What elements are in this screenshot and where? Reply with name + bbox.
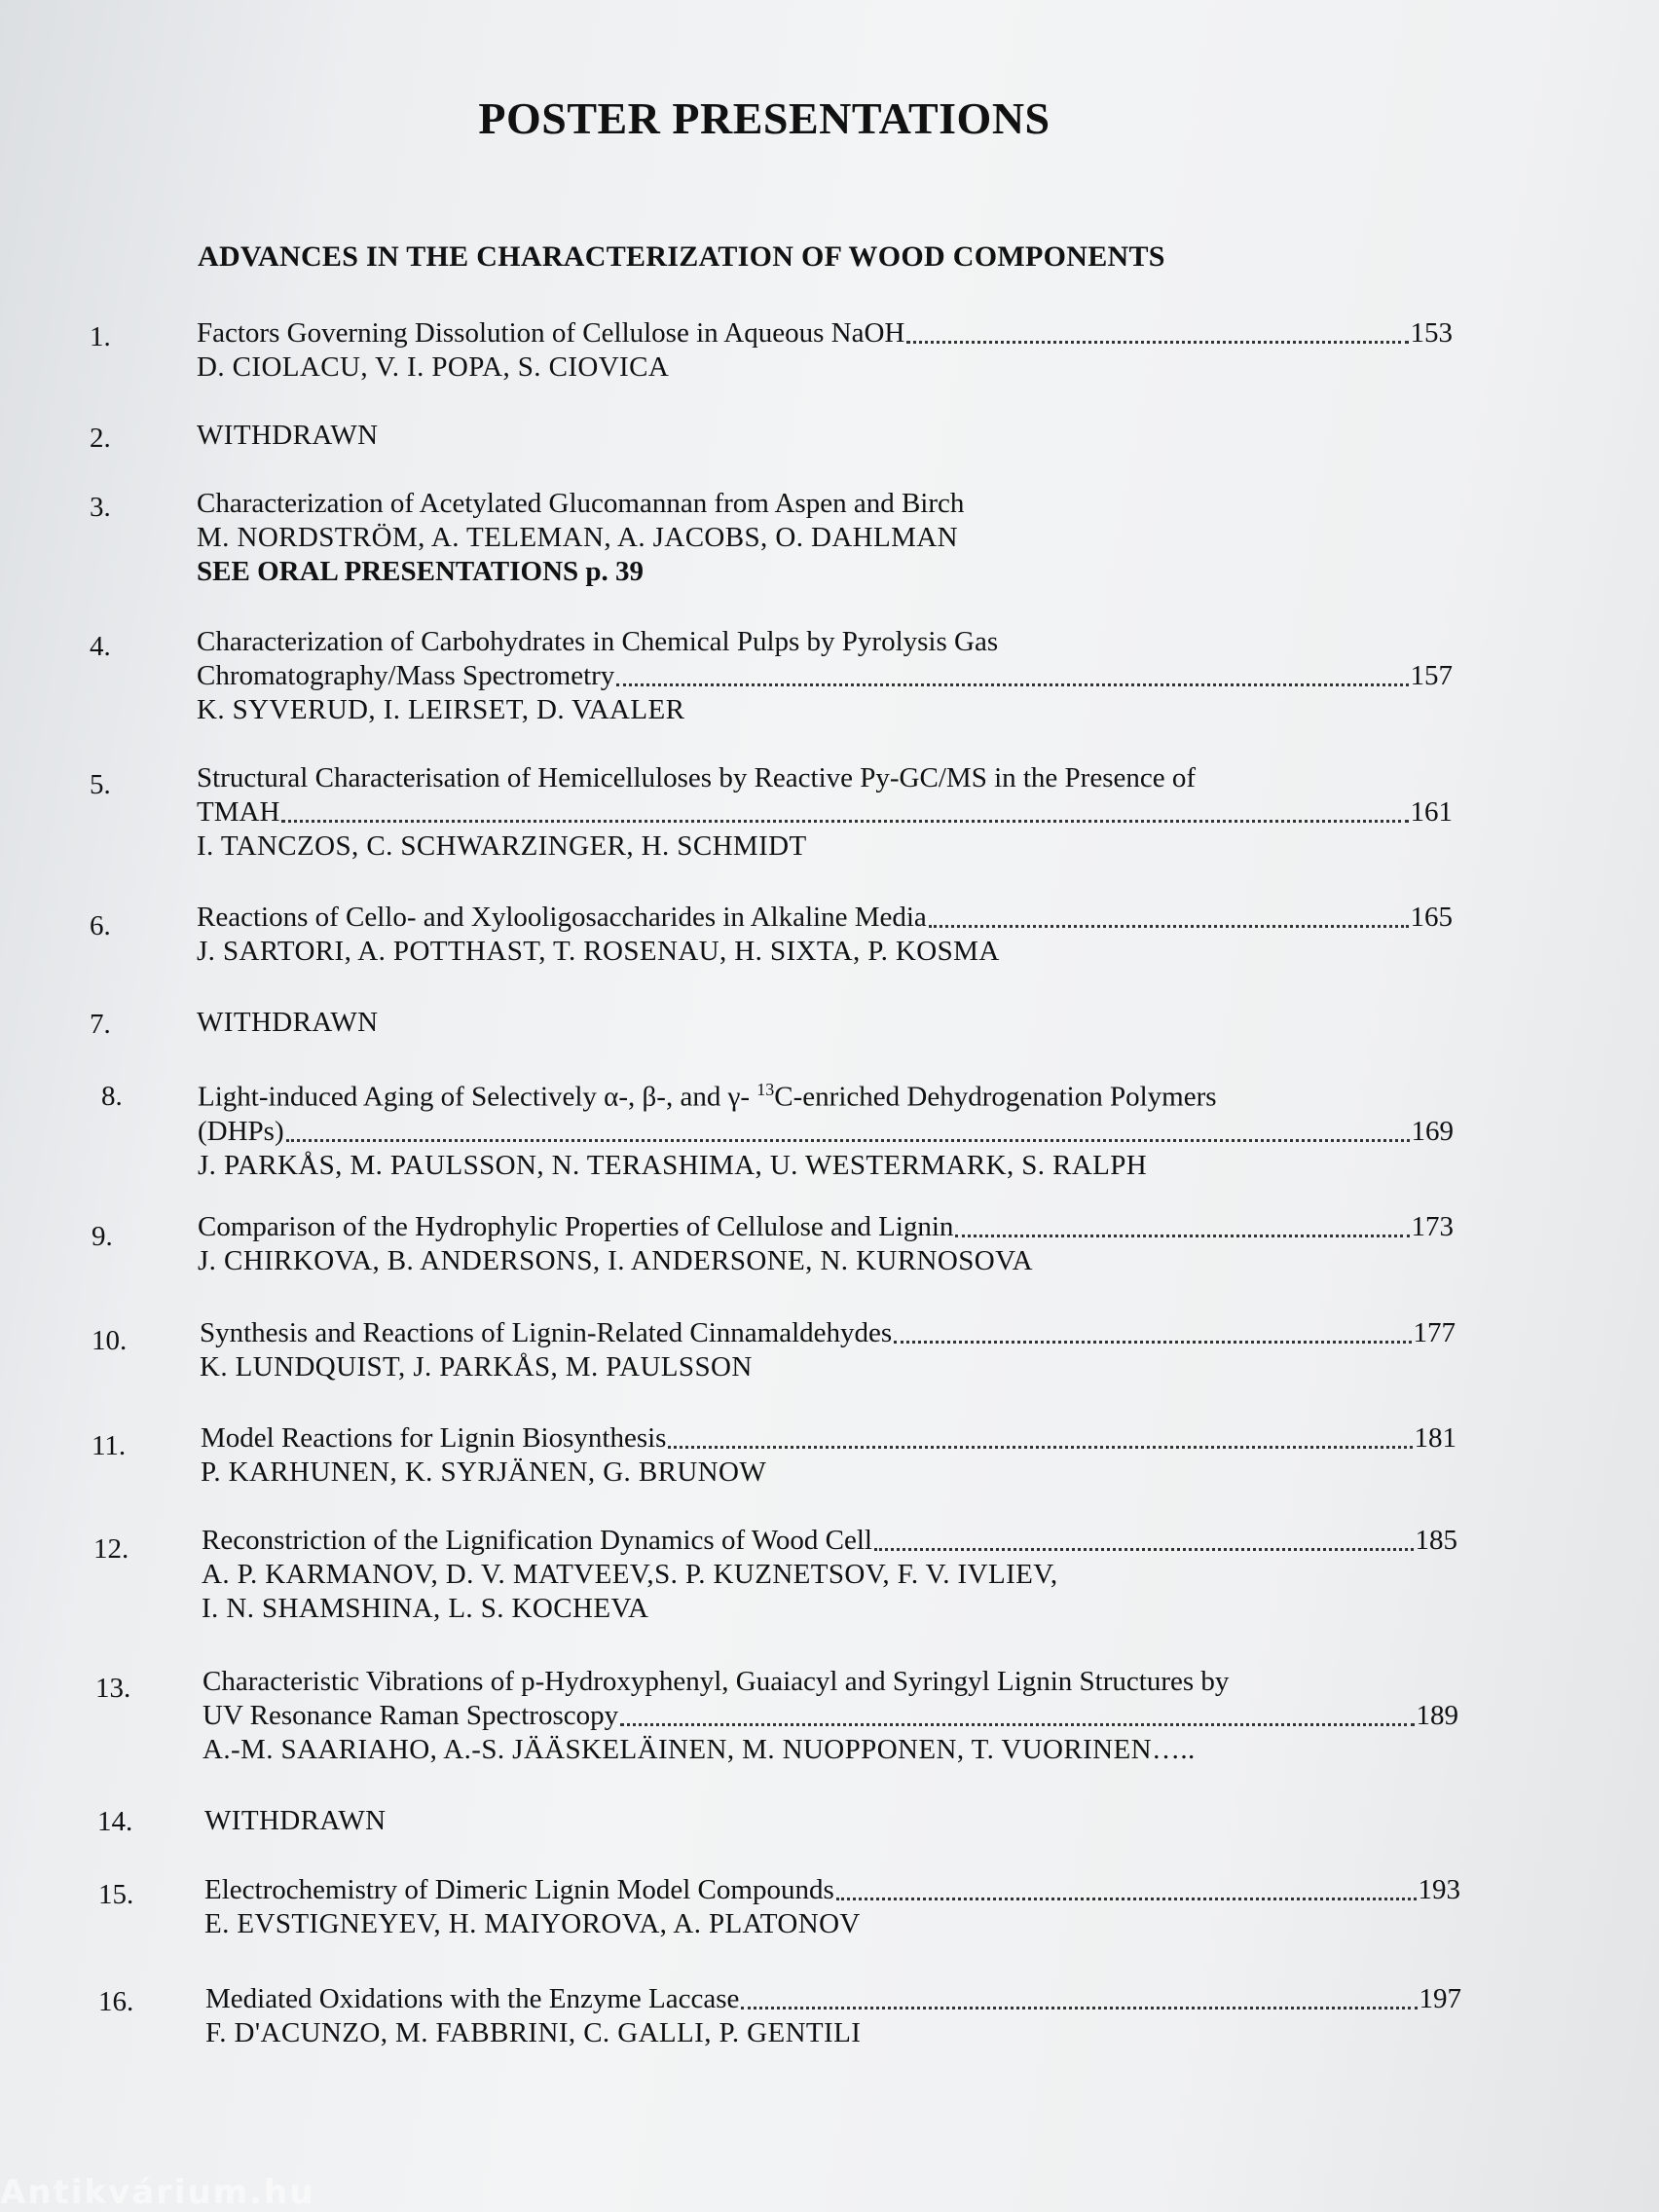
page-number: 193 bbox=[1418, 1874, 1460, 1905]
leader-dots bbox=[836, 1898, 1417, 1900]
entry-authors: A.-M. SAARIAHO, A.-S. JÄÄSKELÄINEN, M. NUOPPONEN, T. VUORINEN….. bbox=[203, 1734, 1196, 1765]
entry-number: 4. bbox=[90, 631, 111, 662]
entry-title: Characterization of Carbohydrates in Chemical Pulps by Pyrolysis Gas bbox=[197, 626, 999, 657]
entry-number: 11. bbox=[92, 1430, 127, 1461]
entry-number: 15. bbox=[98, 1879, 134, 1910]
entry-title-cont: (DHPs) 169 bbox=[198, 1115, 1454, 1147]
entry-note: SEE ORAL PRESENTATIONS p. 39 bbox=[197, 556, 645, 587]
entry-title-cont: UV Resonance Raman Spectroscopy 189 bbox=[203, 1700, 1458, 1731]
entry-number: 16. bbox=[98, 1986, 134, 2017]
leader-dots bbox=[874, 1548, 1414, 1551]
entry-number: 2. bbox=[90, 423, 111, 454]
entry-title: Structural Characterisation of Hemicelluloses by Reactive Py-GC/MS in the Presence of bbox=[197, 762, 1197, 793]
page-number: 181 bbox=[1414, 1422, 1456, 1454]
leader-dots bbox=[894, 1341, 1411, 1344]
page-number: 161 bbox=[1410, 796, 1453, 828]
leader-dots bbox=[929, 925, 1409, 928]
entry-title: Factors Governing Dissolution of Cellulose in Aqueous NaOH 153 bbox=[197, 317, 1453, 349]
entry-title: Mediated Oxidations with the Enzyme Laccase 197 bbox=[205, 1983, 1461, 2014]
page-number: 177 bbox=[1413, 1317, 1456, 1348]
entry-number: 3. bbox=[90, 492, 111, 523]
page-number: 169 bbox=[1411, 1115, 1454, 1147]
entry-authors-cont: I. N. SHAMSHINA, L. S. KOCHEVA bbox=[202, 1593, 649, 1624]
page-number: 173 bbox=[1411, 1211, 1454, 1242]
entry-number: 7. bbox=[90, 1009, 111, 1040]
entry-title: Characteristic Vibrations of p-Hydroxyphenyl, Guaiacyl and Syringyl Lignin Structures by bbox=[203, 1666, 1230, 1697]
entry-authors: K. SYVERUD, I. LEIRSET, D. VAALER bbox=[197, 694, 685, 725]
leader-dots bbox=[620, 1723, 1414, 1726]
leader-dots bbox=[741, 2007, 1417, 2009]
page-number: 185 bbox=[1415, 1525, 1457, 1556]
leader-dots bbox=[616, 683, 1408, 686]
entry-title: Electrochemistry of Dimeric Lignin Model Compounds 193 bbox=[204, 1874, 1460, 1905]
leader-dots bbox=[286, 1139, 1410, 1142]
leader-dots bbox=[281, 820, 1408, 823]
entry-number: 9. bbox=[92, 1221, 113, 1252]
entry-number: 5. bbox=[90, 769, 111, 800]
withdrawn-label: WITHDRAWN bbox=[204, 1805, 387, 1836]
entry-number: 8. bbox=[101, 1081, 123, 1112]
page-number: 157 bbox=[1410, 660, 1453, 691]
entry-authors: D. CIOLACU, V. I. POPA, S. CIOVICA bbox=[197, 351, 670, 383]
section-heading: ADVANCES IN THE CHARACTERIZATION OF WOOD COMPONENTS bbox=[198, 240, 1165, 273]
entry-number: 14. bbox=[97, 1806, 133, 1837]
entry-title-cont: Chromatography/Mass Spectrometry 157 bbox=[197, 660, 1453, 691]
entry-title: Comparison of the Hydrophylic Properties of Cellulose and Lignin 173 bbox=[198, 1211, 1454, 1242]
entry-title: Synthesis and Reactions of Lignin-Related Cinnamaldehydes 177 bbox=[200, 1317, 1456, 1348]
page-number: 189 bbox=[1416, 1700, 1458, 1731]
page-number: 197 bbox=[1419, 1983, 1461, 2014]
leader-dots bbox=[668, 1446, 1412, 1449]
entry-authors: J. PARKÅS, M. PAULSSON, N. TERASHIMA, U. WESTERMARK, S. RALPH bbox=[198, 1149, 1148, 1181]
entry-authors: A. P. KARMANOV, D. V. MATVEEV,S. P. KUZNETSOV, F. V. IVLIEV, bbox=[202, 1559, 1058, 1590]
withdrawn-label: WITHDRAWN bbox=[197, 1007, 379, 1038]
entry-number: 6. bbox=[90, 910, 111, 941]
entry-number: 12. bbox=[93, 1533, 129, 1565]
entry-number: 10. bbox=[92, 1325, 128, 1356]
entry-authors: K. LUNDQUIST, J. PARKÅS, M. PAULSSON bbox=[200, 1351, 753, 1382]
entry-title-cont: TMAH 161 bbox=[197, 796, 1453, 828]
page-number: 153 bbox=[1410, 317, 1453, 349]
entry-authors: I. TANCZOS, C. SCHWARZINGER, H. SCHMIDT bbox=[197, 830, 807, 862]
entry-authors: E. EVSTIGNEYEV, H. MAIYOROVA, A. PLATONOV bbox=[204, 1908, 861, 1939]
entry-authors: F. D'ACUNZO, M. FABBRINI, C. GALLI, P. GENTILI bbox=[205, 2017, 862, 2048]
entry-authors: M. NORDSTRÖM, A. TELEMAN, A. JACOBS, O. DAHLMAN bbox=[197, 522, 959, 553]
entry-title: Light-induced Aging of Selectively α-, β-, and γ- $^{13}$C-enriched Dehydrogenation Polymers bbox=[198, 1080, 1217, 1113]
isotope-superscript: 13 bbox=[756, 1080, 775, 1099]
entry-title: Reconstriction of the Lignification Dynamics of Wood Cell 185 bbox=[202, 1525, 1457, 1556]
entry-number: 13. bbox=[95, 1673, 131, 1704]
entry-authors: J. CHIRKOVA, B. ANDERSONS, I. ANDERSONE, N. KURNOSOVA bbox=[198, 1245, 1034, 1276]
entry-title: Model Reactions for Lignin Biosynthesis 181 bbox=[201, 1422, 1456, 1454]
entry-authors: P. KARHUNEN, K. SYRJÄNEN, G. BRUNOW bbox=[201, 1456, 767, 1488]
leader-dots bbox=[906, 341, 1408, 344]
page-title: POSTER PRESENTATIONS bbox=[478, 93, 1051, 143]
watermark: Antikvárium.hu bbox=[0, 2173, 315, 2212]
entry-authors: J. SARTORI, A. POTTHAST, T. ROSENAU, H. SIXTA, P. KOSMA bbox=[197, 936, 1000, 967]
leader-dots bbox=[955, 1235, 1409, 1237]
entry-number: 1. bbox=[90, 321, 111, 352]
page-number: 165 bbox=[1410, 902, 1453, 933]
entry-title: Characterization of Acetylated Glucomannan from Aspen and Birch bbox=[197, 488, 965, 519]
entry-title: Reactions of Cello- and Xylooligosaccharides in Alkaline Media 165 bbox=[197, 902, 1453, 933]
withdrawn-label: WITHDRAWN bbox=[197, 420, 379, 451]
